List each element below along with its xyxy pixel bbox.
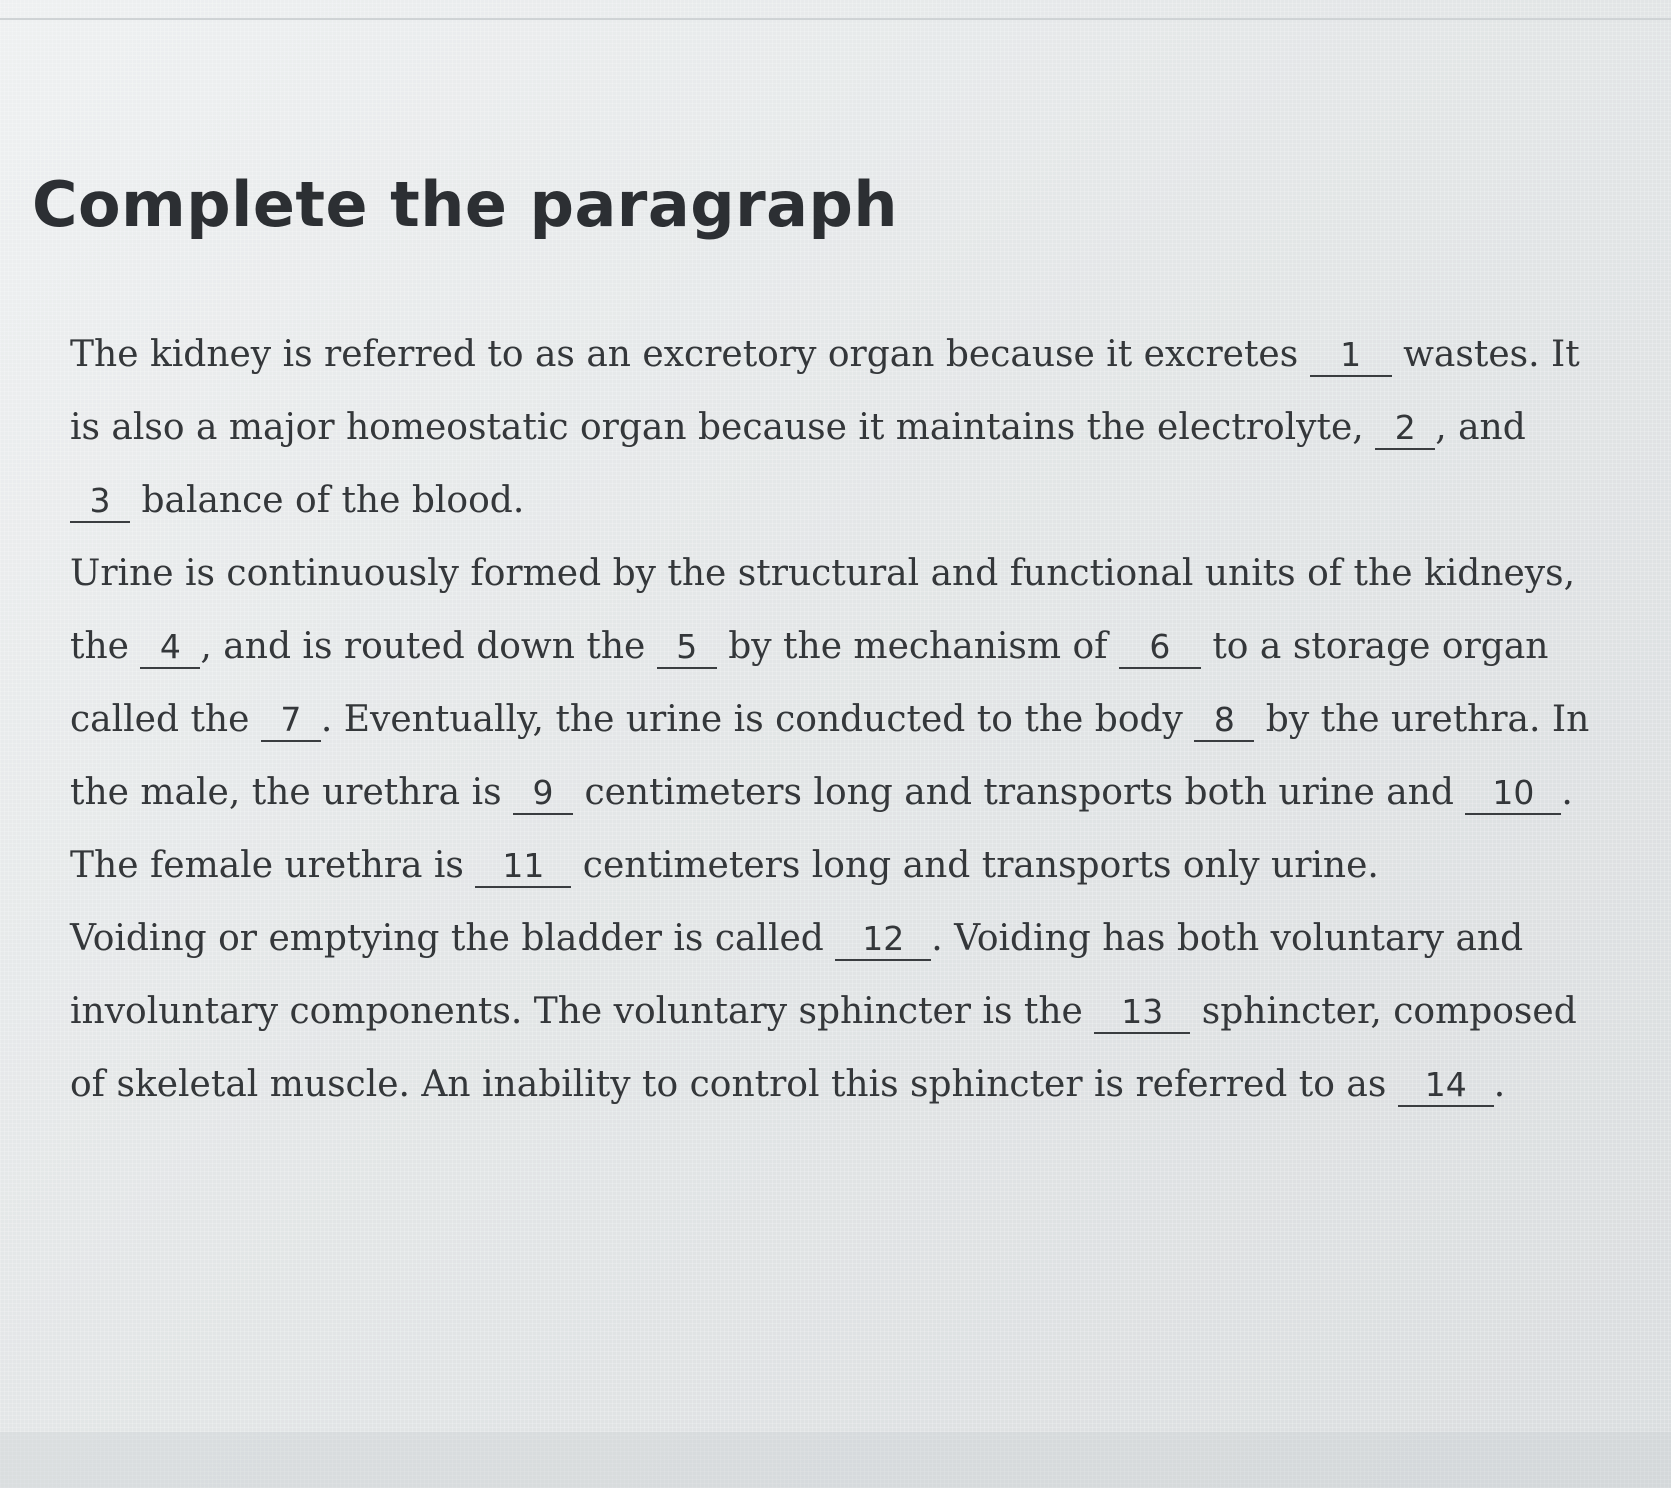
paragraph-2-text-7: centimeters long and transports both urine and xyxy=(573,772,1466,813)
blank-7[interactable]: 7 xyxy=(261,700,321,742)
blank-4[interactable]: 4 xyxy=(140,627,200,669)
paragraph-2-text-3: by the mechanism of xyxy=(716,626,1119,667)
paragraph-3 xyxy=(70,902,1610,1121)
blank-1[interactable]: 1 xyxy=(1310,335,1392,377)
paragraph-1-text-3: , and xyxy=(1435,407,1526,448)
paragraph-1-text-4: balance of the blood. xyxy=(130,480,525,521)
paragraph-2-text-4: to a storage organ called the xyxy=(70,626,1549,740)
paragraph-content xyxy=(70,318,1610,1121)
paragraph-2-text-5: . Eventually, the urine is conducted to the body xyxy=(320,699,1195,740)
blank-6[interactable]: 6 xyxy=(1119,627,1201,669)
paragraph-1 xyxy=(70,318,1610,537)
paragraph-2-text-6: by the urethra. In the male, the urethra is xyxy=(70,699,1590,813)
paragraph-3-text-4: . xyxy=(1493,1064,1506,1105)
paragraph-2-text-1: Urine is continuously formed by the structural and functional units of the kidneys, the xyxy=(70,553,1576,667)
paragraph-2-text-9: centimeters long and transports only urine. xyxy=(571,845,1379,886)
bottom-band xyxy=(0,1432,1671,1488)
blank-9[interactable]: 9 xyxy=(513,773,573,815)
blank-12[interactable]: 12 xyxy=(835,919,931,961)
paragraph-3-text-3: sphincter, composed of skeletal muscle. An inability to control this sphincter is referred to as xyxy=(70,991,1577,1105)
paragraph-1-text-2: wastes. It is also a major homeostatic organ because it maintains the electrolyte, xyxy=(70,334,1580,448)
paragraph-2 xyxy=(70,537,1610,902)
blank-13[interactable]: 13 xyxy=(1094,992,1190,1034)
blank-2[interactable]: 2 xyxy=(1375,408,1435,450)
blank-8[interactable]: 8 xyxy=(1194,700,1254,742)
blank-5[interactable]: 5 xyxy=(657,627,717,669)
paragraph-2-text-2: , and is routed down the xyxy=(200,626,657,667)
blank-10[interactable]: 10 xyxy=(1465,773,1561,815)
page-title: Complete the paragraph xyxy=(32,168,899,241)
paragraph-1-text-1: The kidney is referred to as an excretory organ because it excretes xyxy=(70,334,1310,375)
blank-14[interactable]: 14 xyxy=(1398,1065,1494,1107)
paragraph-2-text-8: . The female urethra is xyxy=(70,772,1573,886)
paragraph-3-text-2: . Voiding has both voluntary and involuntary components. The voluntary sphincter is the xyxy=(70,918,1524,1032)
top-divider xyxy=(0,18,1671,20)
blank-11[interactable]: 11 xyxy=(475,846,571,888)
paragraph-3-text-1: Voiding or emptying the bladder is called xyxy=(70,918,836,959)
blank-3[interactable]: 3 xyxy=(70,481,130,523)
